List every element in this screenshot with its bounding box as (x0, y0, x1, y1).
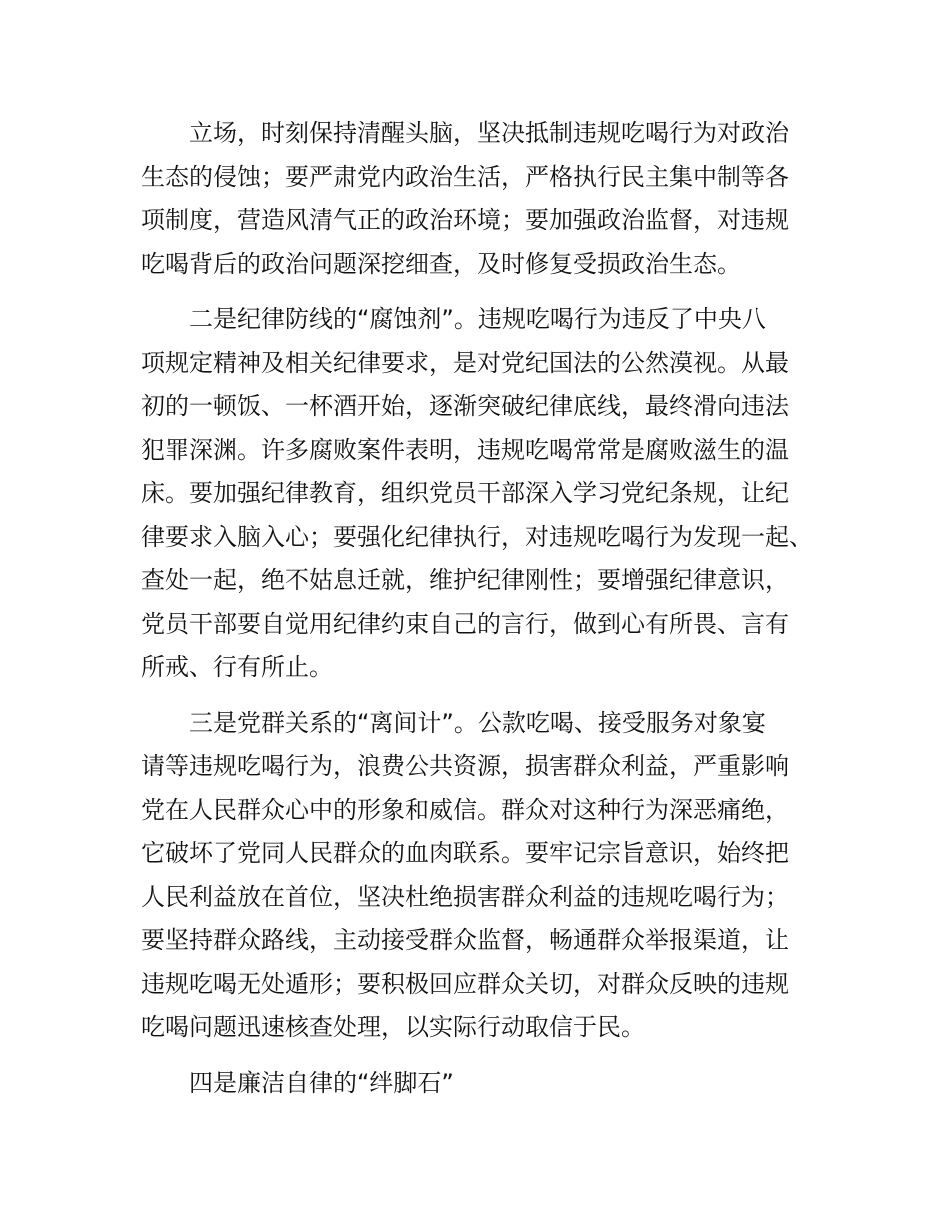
text-line: 四是廉洁自律的“绊脚石” (189, 1068, 454, 1097)
text-line: 律要求入脑入心；要强化纪律执行，对违规吃喝行为发现一起、 (141, 522, 813, 551)
text-line: 生态的侵蚀；要严肃党内政治生活，严格执行民主集中制等各 (141, 162, 789, 191)
text-line: 违规吃喝无处遁形；要积极回应群众关切，对群众反映的违规 (141, 969, 789, 998)
document-body (141, 112, 811, 1105)
text-line: 党在人民群众心中的形象和威信。群众对这种行为深恶痛绝， (141, 795, 789, 824)
text-line: 吃喝问题迅速核查处理，以实际行动取信于民。 (141, 1013, 645, 1041)
text-line: 党员干部要自觉用纪律约束自己的言行，做到心有所畏、言有 (141, 609, 789, 638)
paragraph-1 (141, 112, 811, 286)
paragraph-2 (141, 298, 811, 690)
paragraph-gap (141, 690, 811, 702)
text-line: 二是纪律防线的“腐蚀剂”。违规吃喝行为违反了中央八 (189, 305, 766, 333)
text-line: 要坚持群众路线，主动接受群众监督，畅通群众举报渠道，让 (141, 926, 789, 954)
paragraph-3 (141, 702, 811, 1050)
paragraph-gap (141, 1050, 811, 1062)
paragraph-4 (141, 1062, 811, 1106)
text-line: 人民利益放在首位，坚决杜绝损害群众利益的违规吃喝行为； (141, 882, 789, 911)
text-line: 请等违规吃喝行为，浪费公共资源，损害群众利益，严重影响 (141, 752, 789, 780)
text-line: 吃喝背后的政治问题深挖细查，及时修复受损政治生态。 (141, 249, 741, 278)
text-line: 初的一顿饭、一杯酒开始，逐渐突破纪律底线，最终滑向违法 (141, 392, 789, 420)
text-line: 项规定精神及相关纪律要求，是对党纪国法的公然漠视。从最 (141, 348, 789, 377)
text-line: 查处一起，绝不姑息迁就，维护纪律刚性；要增强纪律意识， (141, 566, 789, 594)
text-line: 三是党群关系的“离间计”。公款吃喝、接受服务对象宴 (189, 708, 766, 737)
text-line: 立场，时刻保持清醒头脑，坚决抵制违规吃喝行为对政治 (189, 119, 789, 147)
paragraph-gap (141, 286, 811, 298)
text-line: 所戒、行有所止。 (141, 653, 333, 681)
text-line: 它破坏了党同人民群众的血肉联系。要牢记宗旨意识，始终把 (141, 839, 789, 867)
text-line: 床。要加强纪律教育，组织党员干部深入学习党纪条规，让纪 (141, 479, 789, 507)
text-line: 项制度，营造风清气正的政治环境；要加强政治监督，对违规 (141, 206, 789, 234)
text-line: 犯罪深渊。许多腐败案件表明，违规吃喝常常是腐败滋生的温 (141, 435, 789, 464)
